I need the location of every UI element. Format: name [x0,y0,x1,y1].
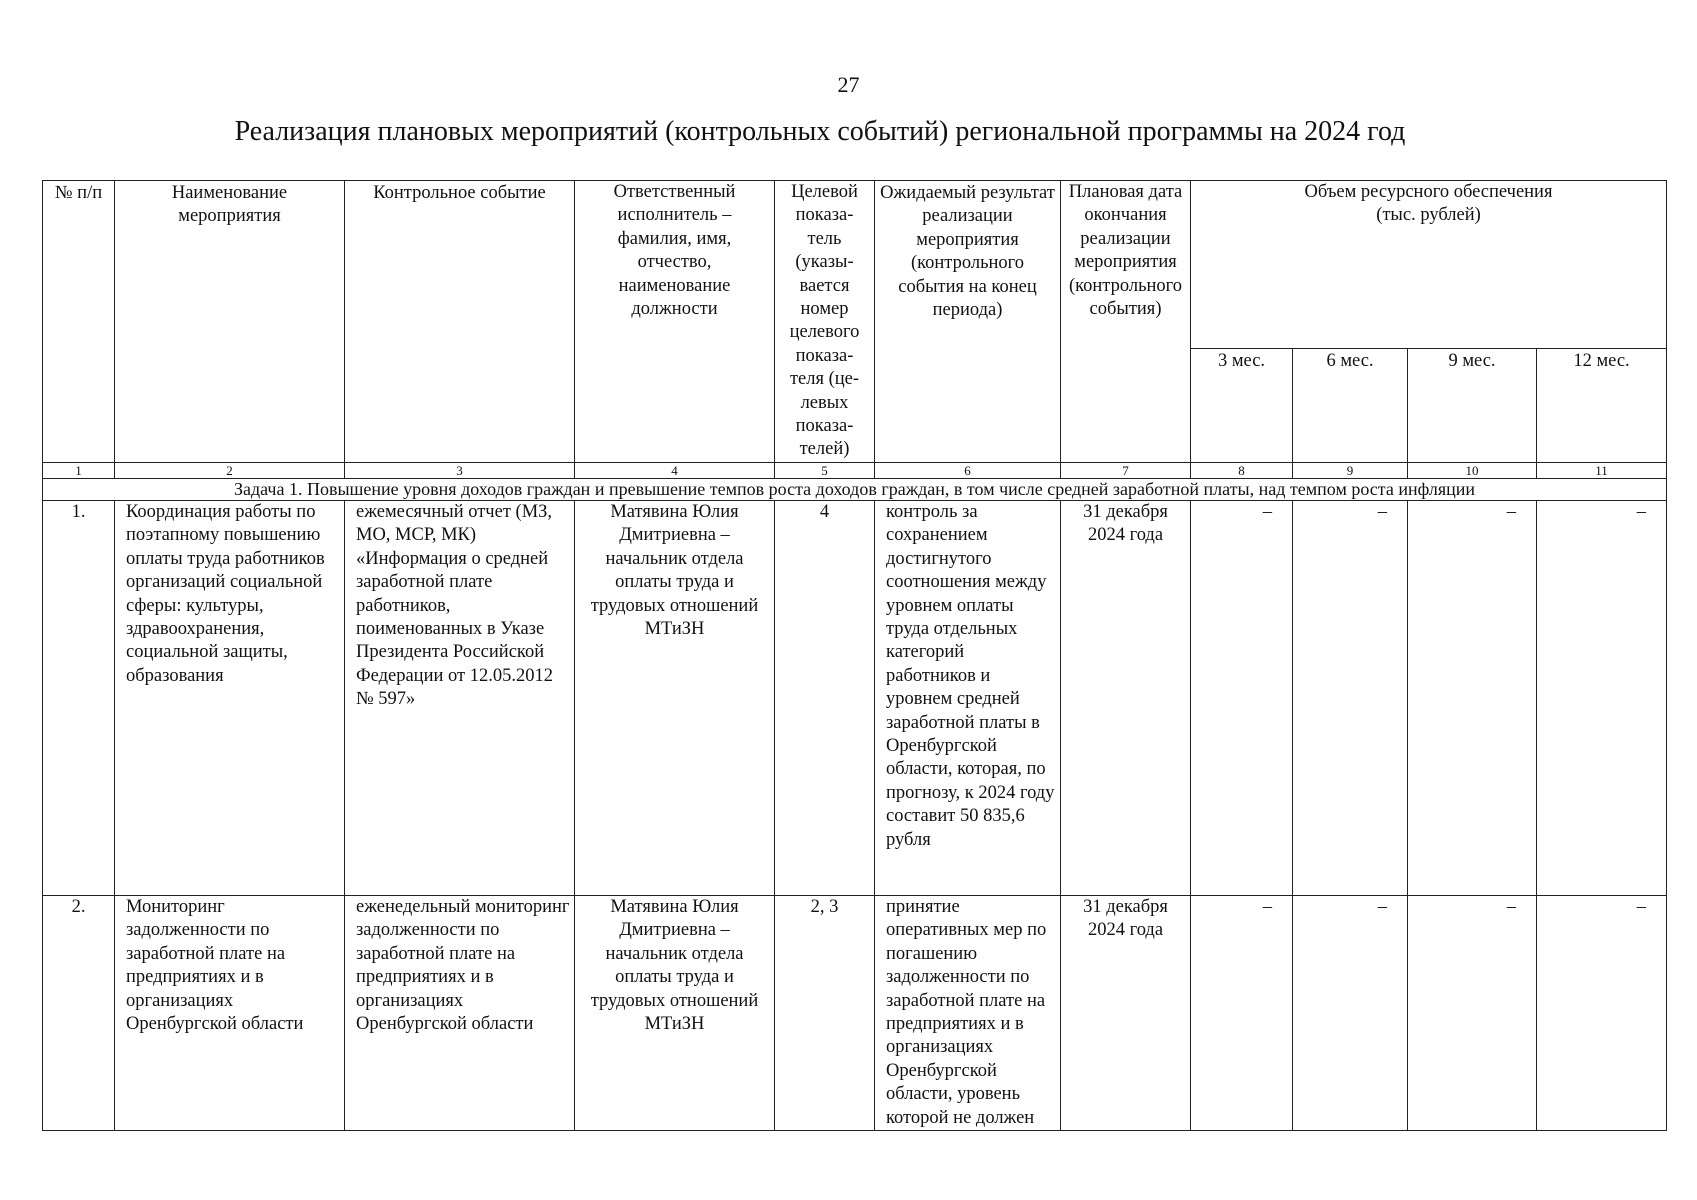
header-event: Контрольное событие [345,181,575,463]
resource-12-months: – [1537,501,1667,896]
column-number: 3 [345,463,575,479]
resource-3-months: – [1191,896,1293,1131]
column-number: 11 [1537,463,1667,479]
header-result: Ожидаемый результат реализации мероприятия (контрольного события на конец периода) [875,181,1061,463]
expected-result: принятие оперативных мер по погашению задолженности по заработной плате на предприятиях и в организациях Оренбургской области, уровень которой не должен [886,897,1047,1128]
column-number: 4 [575,463,775,479]
header-target: Целевой показа- тель (указы- вается номер целевого показа- теля (це- левых показа- телей) [775,181,875,463]
resource-9-months: – [1408,501,1537,896]
header-month-6: 6 мес. [1293,349,1408,463]
responsible-person: Матявина Юлия Дмитриевна – начальник отдела оплаты труда и трудовых отношений МТиЗН [575,896,775,1131]
resource-6-months: – [1293,501,1408,896]
resource-3-months: – [1191,501,1293,896]
header-date: Плановая дата окончания реализации мероприятия (контрольного события) [1061,181,1191,463]
column-numbers-row [43,463,1667,479]
column-number: 2 [115,463,345,479]
planned-date: 31 декабря 2024 года [1061,896,1191,1131]
header-name: Наименование мероприятия [115,181,345,463]
column-number: 7 [1061,463,1191,479]
activity-name: Координация работы по поэтапному повышению оплаты труда работников организаций социальной сферы: культуры, здравоохранения, социальной защиты, образования [115,501,345,896]
header-resources: Объем ресурсного обеспечения (тыс. рублей) [1191,181,1667,349]
task-heading: Задача 1. Повышение уровня доходов граждан и превышение темпов роста доходов граждан, в том числе средней заработной платы, над темпом роста инфляции [43,479,1667,501]
responsible-person: Матявина Юлия Дмитриевна – начальник отдела оплаты труда и трудовых отношений МТиЗН [575,501,775,896]
header-num: № п/п [43,181,115,463]
control-event: ежемесячный отчет (МЗ, МО, МСР, МК) «Информация о средней заработной плате работников, поименованных в Указе Президента Российской Федерации от 12.05.2012 № 597» [345,501,575,896]
resource-12-months: – [1537,896,1667,1131]
row-number: 2. [43,896,115,1131]
target-indicator: 2, 3 [775,896,875,1131]
planned-date: 31 декабря 2024 года [1061,501,1191,896]
plan-table [42,180,1667,1131]
control-event: еженедельный мониторинг задолженности по заработной плате на предприятиях и в организациях Оренбургской области [345,896,575,1131]
column-number: 5 [775,463,875,479]
resource-9-months: – [1408,896,1537,1131]
header-month-12: 12 мес. [1537,349,1667,463]
header-row [43,181,1667,349]
column-number: 9 [1293,463,1408,479]
resource-6-months: – [1293,896,1408,1131]
task-row [43,479,1667,501]
document-title: Реализация плановых мероприятий (контрольных событий) региональной программы на 2024 год [234,116,1406,147]
table-row [43,501,1667,896]
header-responsible: Ответственный исполнитель – фамилия, имя, отчество, наименование должности [575,181,775,463]
target-indicator: 4 [775,501,875,896]
column-number: 10 [1408,463,1537,479]
column-number: 6 [875,463,1061,479]
header-month-3: 3 мес. [1191,349,1293,463]
activity-name: Мониторинг задолженности по заработной плате на предприятиях и в организациях Оренбургской области [115,896,345,1131]
row-number: 1. [43,501,115,896]
expected-result: контроль за сохранением достигнутого соотношения между уровнем оплаты труда отдельных категорий работников и уровнем средней заработной платы в Оренбургской области, которая, по прогнозу, к 2024 году составит 50 835,6 рубля [875,501,1061,896]
expected-result-cell [875,896,1061,1131]
column-number: 1 [43,463,115,479]
table-row [43,896,1667,1131]
column-number: 8 [1191,463,1293,479]
page-number: 27 [837,72,860,97]
header-month-9: 9 мес. [1408,349,1537,463]
